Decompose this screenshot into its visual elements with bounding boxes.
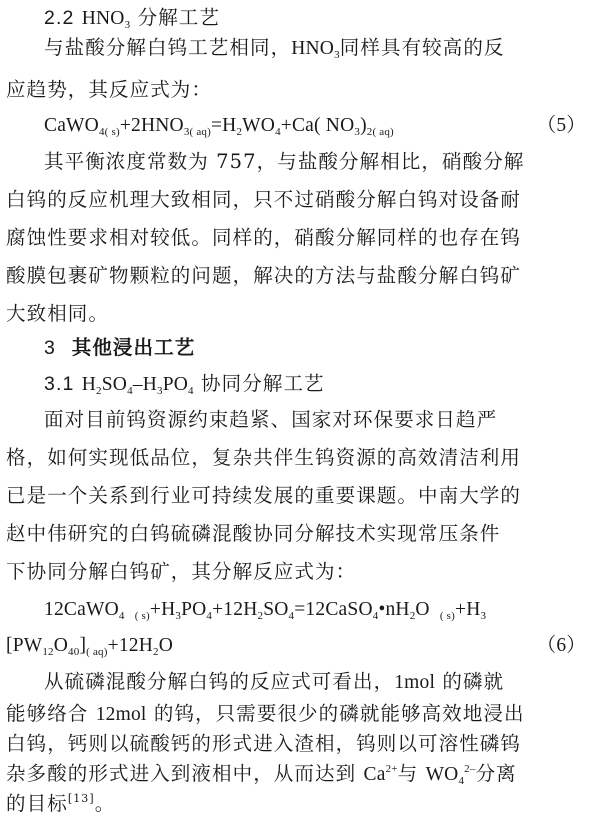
paragraph-line: 赵中伟研究的白钨硫磷混酸协同分解技术实现常压条件: [6, 522, 501, 545]
equation-5: $CaWO_{4( s)}+2HNO_{3( aq)}=H_2WO_4+Ca$( $NO_3)_{2( aq)}$ （5）: [44, 112, 592, 140]
chem-hno3: $HNO_3$: [81, 8, 131, 31]
paragraph-line: 杂多酸的形式进入到液相中，从而达到 $Ca^{2+}$与 $WO_4^{2-}$分离: [6, 762, 517, 787]
chem-h2so4-h3po4: $H_2SO_4-H_3PO_4$: [81, 374, 194, 397]
paragraph-line: 格，如何实现低品位，复杂共伴生钨资源的高效清洁利用: [6, 446, 522, 469]
paragraph-line: 能够络合 12mol 的钨，只需要很少的磷就能够高效地浸出: [6, 702, 525, 725]
paragraph-line: 下协同分解白钨矿，其分解反应式为：: [6, 560, 357, 583]
equation-number: （5）: [536, 115, 586, 136]
paragraph-line-cutoff: 的目标[13]。: [6, 792, 116, 815]
equation-number: （6）: [536, 635, 586, 656]
paragraph-line: 已是一个关系到行业可持续发展的重要课题。中南大学的: [6, 484, 522, 507]
section-heading-2-2: 2.2 $HNO_3$ 分解工艺: [44, 6, 221, 31]
paragraph-line: 其平衡浓度常数为 757，与盐酸分解相比，硝酸分解: [44, 150, 525, 173]
paragraph-line: 从硫磷混酸分解白钨的反应式可看出，1mol 的磷就: [44, 670, 505, 693]
equation-6-line-1: 12CaWO$_4$ $_{( s)}+H_3PO_4+12H_2SO_4=12CaSO_4•nH_2O$ $_{( s)}+H_3$: [44, 599, 487, 622]
paragraph-line: 大致相同。: [6, 302, 110, 325]
paragraph-line: 白钨的反应机理大致相同，只不过硝酸分解白钨对设备耐: [6, 188, 522, 211]
section-heading-3-1: 3.1 $H_2SO_4-H_3PO_4$ 协同分解工艺: [44, 372, 325, 397]
paragraph-line: 应趋势，其反应式为：: [6, 78, 213, 101]
paragraph-line: 白钨，钙则以硫酸钙的形式进入渣相，钨则以可溶性磷钨: [6, 732, 522, 755]
paragraph-line: 酸膜包裹矿物颗粒的问题，解决的方法与盐酸分解白钨矿: [6, 264, 522, 287]
equation-6-line-2: $[PW_{12}O_{40}]_{( aq)}+12H_2O$ （6）: [6, 632, 592, 660]
section-heading-3: 3 其他浸出工艺: [44, 336, 196, 359]
paragraph-line: 面对目前钨资源约束趋紧、国家对环保要求日趋严: [44, 408, 498, 431]
paragraph-line: 腐蚀性要求相对较低。同样的，硝酸分解同样的也存在钨: [6, 226, 522, 249]
paragraph-line: 与盐酸分解白钨工艺相同，$HNO_3$同样具有较高的反: [44, 36, 505, 61]
citation-ref: [13]: [67, 792, 95, 805]
